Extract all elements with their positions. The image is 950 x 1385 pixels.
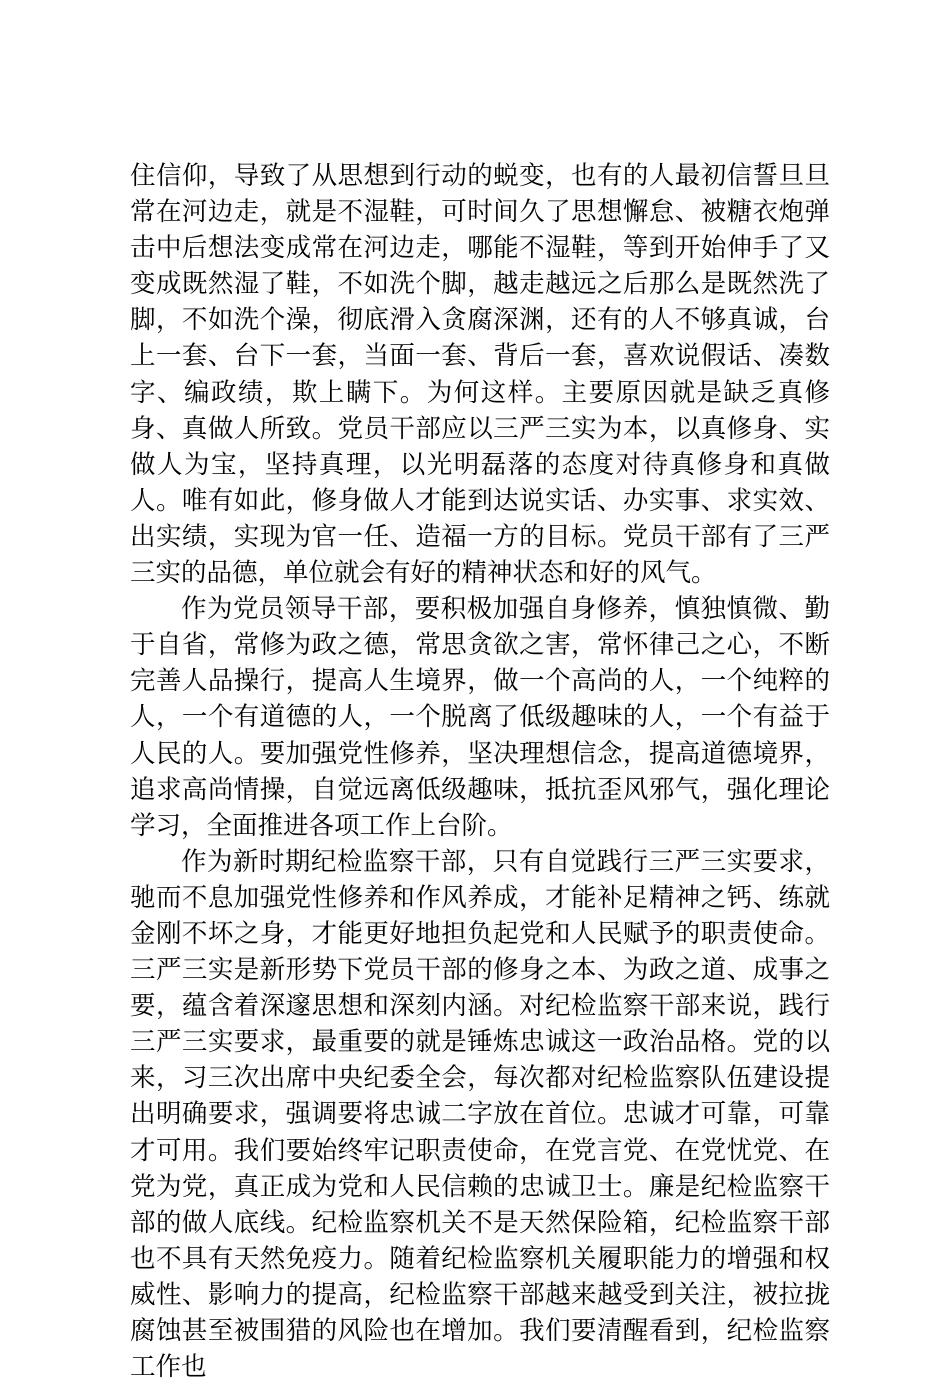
paragraph-2: 作为党员领导干部，要积极加强自身修养，慎独慎微、勤于自省，常修为政之德，常思贪欲之害，常怀律己之心，不断完善人品操行，提高人生境界，做一个高尚的人，一个纯粹的人，一个有道德的人，一个脱离了低级趣味的人，一个有益于人民的人。要加强党性修养，坚决理想信念，提高道德境界，追求高尚情操，自觉远离低级趣味，抵抗歪风邪气，强化理论学习，全面推进各项工作上台阶。 (130, 594, 830, 841)
paragraph-1: 住信仰，导致了从思想到行动的蜕变，也有的人最初信誓旦旦常在河边走，就是不湿鞋，可时间久了思想懈怠、被糖衣炮弹击中后想法变成常在河边走，哪能不湿鞋，等到开始伸手了又变成既然湿了鞋，不如洗个脚，越走越远之后那么是既然洗了脚，不如洗个澡，彻底滑入贪腐深渊，还有的人不够真诚，台上一套、台下一套，当面一套、背后一套，喜欢说假话、凑数字、编政绩，欺上瞒下。为何这样。主要原因就是缺乏真修身、真做人所致。党员干部应以三严三实为本，以真修身、实做人为宝，坚持真理，以光明磊落的态度对待真修身和真做人。唯有如此，修身做人才能到达说实话、办实事、求实效、出实绩，实现为官一任、造福一方的目标。党员干部有了三严三实的品德，单位就会有好的精神状态和好的风气。 (130, 161, 830, 589)
document-page (130, 158, 830, 1385)
paragraph-3: 作为新时期纪检监察干部，只有自觉践行三严三实要求，驰而不息加强党性修养和作风养成，才能补足精神之钙、练就金刚不坏之身，才能更好地担负起党和人民赋予的职责使命。三严三实是新形势下党员干部的修身之本、为政之道、成事之要，蕴含着深邃思想和深刻内涵。对纪检监察干部来说，践行三严三实要求，最重要的就是锤炼忠诚这一政治品格。党的以来，习三次出席中央纪委全会，每次都对纪检监察队伍建设提出明确要求，强调要将忠诚二字放在首位。忠诚才可靠，可靠才可用。我们要始终牢记职责使命，在党言党、在党忧党、在党为党，真正成为党和人民信赖的忠诚卫士。廉是纪检监察干部的做人底线。纪检监察机关不是天然保险箱，纪检监察干部也不具有天然免疫力。随着纪检监察机关履职能力的增强和权威性、影响力的提高，纪检监察干部越来越受到关注，被拉拢腐蚀甚至被围猎的风险也在增加。我们要清醒看到，纪检监察工作也 (130, 846, 830, 1383)
